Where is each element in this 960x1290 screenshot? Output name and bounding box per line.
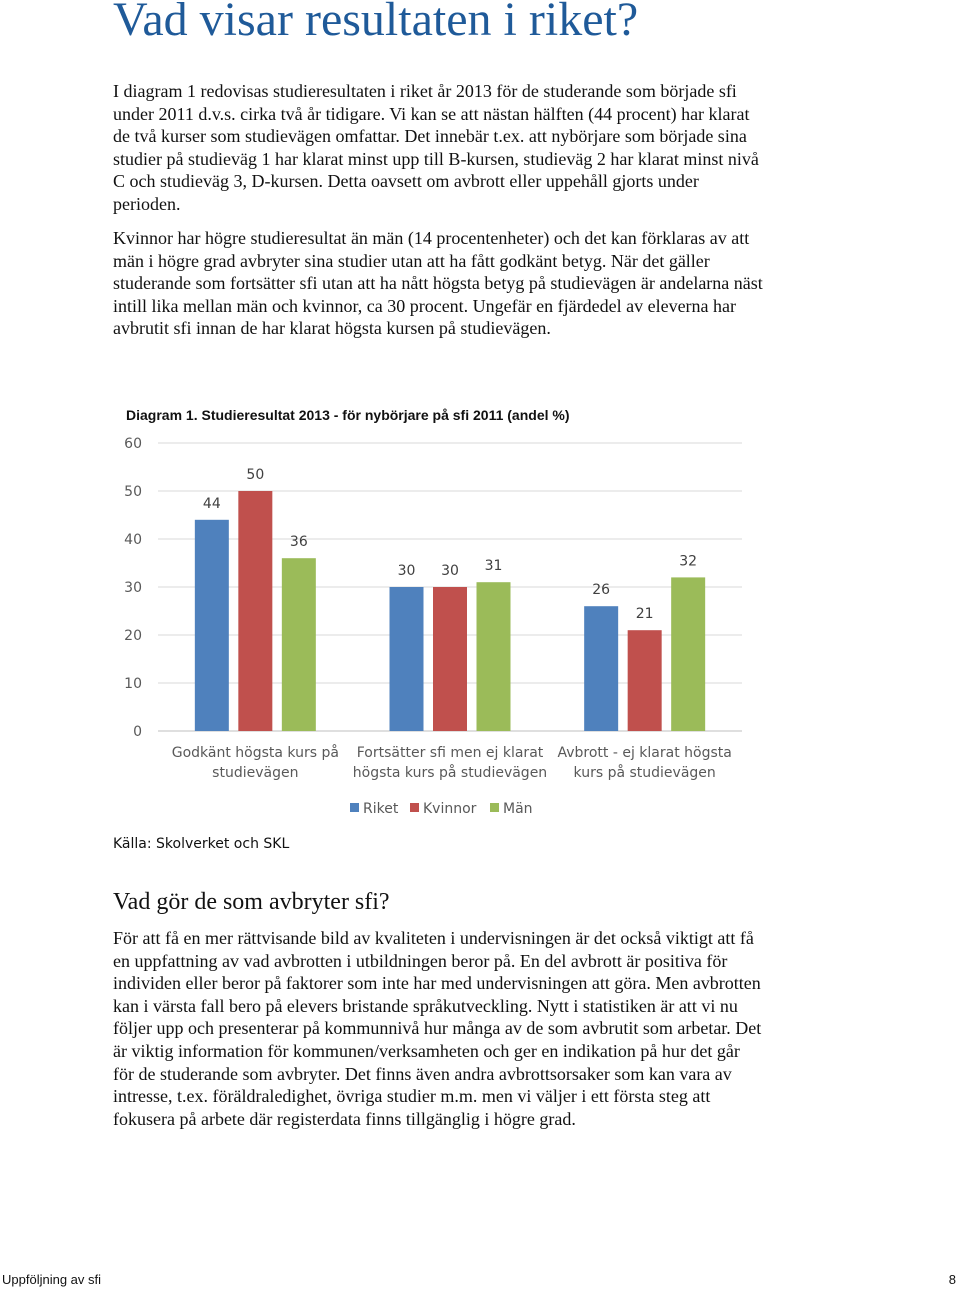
section-heading: Vad gör de som avbryter sfi? xyxy=(113,889,390,915)
chart-legend xyxy=(350,801,533,817)
data-label: 44 xyxy=(202,495,221,512)
y-tick-label: 40 xyxy=(124,532,142,548)
chart-y-axis xyxy=(124,436,142,740)
bar-riket-0 xyxy=(195,520,229,731)
x-category-label: studievägen xyxy=(212,765,299,781)
y-tick-label: 0 xyxy=(133,724,142,740)
data-label: 32 xyxy=(679,553,698,570)
bar-kvinnor-2 xyxy=(628,630,662,731)
gender-paragraph: Kvinnor har högre studieresultat än män (14 procentenheter) och det kan förklaras av att män i högre grad avbryter sina studier utan att ha fått godkänt betyg. När det gäller studerande som fortsätter sfi utan att ha nått högsta betyg på studievägen är andelarna näst intill lika mellan män och kvinnor, ca 30 procent. Ungefär en fjärdedel av eleverna har avbrutit sfi innan de har klarat högsta kursen på studievägen. xyxy=(113,228,763,339)
chart-x-axis xyxy=(172,744,732,781)
data-label: 30 xyxy=(397,563,416,579)
page-title: Vad visar resultaten i riket? xyxy=(113,0,639,46)
x-category-label: Godkänt högsta kurs på xyxy=(171,745,339,761)
data-label: 36 xyxy=(289,534,308,551)
legend-swatch-kvinnor xyxy=(410,803,419,812)
legend-swatch-riket xyxy=(350,803,359,812)
x-category-label: kurs på studievägen xyxy=(573,765,716,781)
dropout-paragraph: För att få en mer rättvisande bild av kvaliteten i undervisningen är det också viktigt att få en uppfattning av vad avbrotten i utbildningen beror på. En del avbrott är positiva för individen eller beror på faktorer som inte har med undervisningen att göra. Men avbrotten kan i värsta fall bero på elevers bristande språkutveckling. Nytt i statistiken är att vi nu följer upp och presenterar på kommunnivå hur många av de som avbrutit som arbetar. Det är viktig information för kommunen/verksamheten och ger en indikation på hur det går för de studerande som avbryter. Det finns även andra avbrottsorsaker som kan vara av intresse, t.ex. föräldraledighet, övriga studier m.m. men vi väljer i ett första steg att fokusera på arbete där registerdata finns tillgänglig i högre grad. xyxy=(113,928,762,1129)
y-tick-label: 20 xyxy=(124,628,142,644)
data-label: 21 xyxy=(635,606,654,623)
x-category-label: högsta kurs på studievägen xyxy=(352,765,548,781)
y-tick-label: 60 xyxy=(124,436,142,452)
chart-bars xyxy=(195,491,705,731)
intro-paragraph: I diagram 1 redovisas studieresultaten i riket år 2013 för de studerande som började sfi under 2011 d.v.s. cirka två år tidigare. Vi kan se att nästan hälften (44 procent) har klarat de två kurser som studievägen omfattar. Det innebär t.ex. att nybörjare som började sina studier på studieväg 1 har klarat minst upp till B-kursen, studieväg 2 har klarat minst nivå C och studieväg 3, D-kursen. Detta oavsett om avbrott eller uppehåll gjorts under perioden. xyxy=(113,81,759,214)
x-category-label: Avbrott - ej klarat högsta xyxy=(557,745,732,761)
bar-män-2 xyxy=(671,577,705,731)
y-tick-label: 10 xyxy=(124,676,142,692)
bar-kvinnor-0 xyxy=(238,491,272,731)
bar-kvinnor-1 xyxy=(433,587,467,731)
y-tick-label: 50 xyxy=(124,484,142,500)
bar-män-1 xyxy=(477,582,511,731)
data-label: 50 xyxy=(246,467,265,483)
bar-riket-1 xyxy=(390,587,424,731)
legend-label: Män xyxy=(503,801,533,817)
legend-label: Kvinnor xyxy=(423,801,477,817)
x-category-label: Fortsätter sfi men ej klarat xyxy=(356,745,544,761)
footer-title: Uppföljning av sfi xyxy=(2,1272,101,1287)
chart-source: Källa: Skolverket och SKL xyxy=(113,836,290,852)
page-number: 8 xyxy=(948,1272,956,1287)
data-label: 26 xyxy=(592,582,611,599)
bar-män-0 xyxy=(282,558,316,731)
legend-label: Riket xyxy=(363,801,399,817)
data-label: 31 xyxy=(484,558,503,575)
bar-riket-2 xyxy=(584,606,618,731)
data-label: 30 xyxy=(441,563,459,579)
chart-title: Diagram 1. Studieresultat 2013 - för nybörjare på sfi 2011 (andel %) xyxy=(126,407,570,423)
y-tick-label: 30 xyxy=(124,580,142,596)
legend-swatch-män xyxy=(490,803,499,812)
